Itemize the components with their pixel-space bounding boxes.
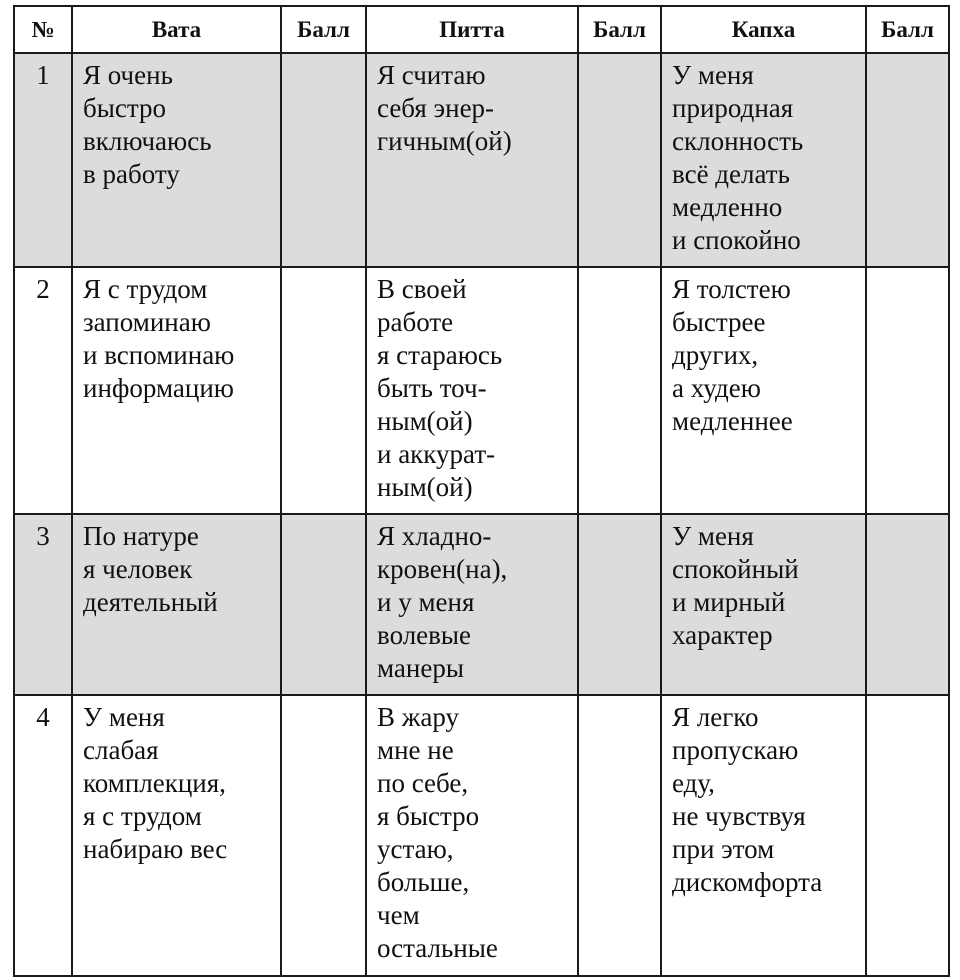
statement-line: а худею: [672, 373, 761, 403]
statement-line: и аккурат-: [377, 439, 496, 469]
statement-line: медленно: [672, 192, 783, 222]
kapha-score-cell[interactable]: [866, 514, 949, 695]
kapha-statement: [661, 267, 866, 514]
statement-line: остальные: [377, 933, 498, 963]
statement-line: Я легко: [672, 702, 759, 732]
vata-score-cell[interactable]: [281, 514, 366, 695]
statement-line: быть точ-: [377, 373, 487, 403]
statement-line: В своей: [377, 274, 467, 304]
kapha-statement: [661, 514, 866, 695]
statement-line: я человек: [83, 554, 193, 584]
statement-line: всё делать: [672, 159, 790, 189]
header-row: [14, 6, 949, 53]
statement-line: я стараюсь: [377, 340, 503, 370]
statement-line: и спокойно: [672, 225, 801, 255]
statement-line: я быстро: [377, 801, 480, 831]
statement-line: запоминаю: [83, 307, 211, 337]
statement-line: спокойный: [672, 554, 799, 584]
kapha-score-cell[interactable]: [866, 53, 949, 267]
statement-line: В жару: [377, 702, 460, 732]
pitta-score-cell[interactable]: [578, 695, 661, 976]
statement-line: Я толстею: [672, 274, 791, 304]
header-score-pitta: Балл: [578, 6, 661, 53]
vata-statement: [72, 695, 281, 976]
statement-line: работе: [377, 307, 454, 337]
statement-line: и вспоминаю: [83, 340, 235, 370]
statement-line: мне не: [377, 735, 454, 765]
kapha-statement: [661, 53, 866, 267]
header-kapha: Капха: [661, 6, 866, 53]
row-number: 2: [14, 267, 72, 514]
statement-line: склонность: [672, 126, 804, 156]
statement-line: Я хладно-: [377, 521, 492, 551]
pitta-statement: [366, 267, 578, 514]
statement-line: У меня: [672, 60, 754, 90]
statement-line: Я с трудом: [83, 274, 208, 304]
vata-statement: [72, 53, 281, 267]
statement-line: дискомфорта: [672, 867, 823, 897]
statement-line: и мирный: [672, 587, 786, 617]
statement-line: включаюсь: [83, 126, 212, 156]
pitta-statement: [366, 695, 578, 976]
statement-line: я с трудом: [83, 801, 202, 831]
statement-line: медленнее: [672, 406, 793, 436]
dosha-questionnaire-sheet: [13, 5, 950, 977]
row-number: 4: [14, 695, 72, 976]
table-row: [14, 53, 949, 267]
statement-line: характер: [672, 620, 773, 650]
vata-score-cell[interactable]: [281, 695, 366, 976]
statement-line: У меня: [83, 702, 165, 732]
statement-line: других,: [672, 340, 759, 370]
pitta-statement: [366, 53, 578, 267]
statement-line: слабая: [83, 735, 159, 765]
statement-line: при этом: [672, 834, 775, 864]
pitta-score-cell[interactable]: [578, 53, 661, 267]
statement-line: и у меня: [377, 587, 475, 617]
header-score-vata: Балл: [281, 6, 366, 53]
statement-line: гичным(ой): [377, 126, 512, 156]
table-row: [14, 267, 949, 514]
statement-line: кровен(на),: [377, 554, 508, 584]
vata-score-cell[interactable]: [281, 267, 366, 514]
statement-line: быстро: [83, 93, 166, 123]
pitta-statement: [366, 514, 578, 695]
statement-line: еду,: [672, 768, 715, 798]
kapha-score-cell[interactable]: [866, 267, 949, 514]
statement-line: Я очень: [83, 60, 173, 90]
header-vata: Вата: [72, 6, 281, 53]
vata-statement: [72, 267, 281, 514]
statement-line: ным(ой): [377, 472, 473, 502]
statement-line: себя энер-: [377, 93, 495, 123]
table-row: [14, 514, 949, 695]
statement-line: пропускаю: [672, 735, 799, 765]
statement-line: комплекция,: [83, 768, 226, 798]
statement-line: У меня: [672, 521, 754, 551]
header-pitta: Питта: [366, 6, 578, 53]
statement-line: набираю вес: [83, 834, 228, 864]
row-number: 3: [14, 514, 72, 695]
kapha-score-cell[interactable]: [866, 695, 949, 976]
pitta-score-cell[interactable]: [578, 267, 661, 514]
vata-score-cell[interactable]: [281, 53, 366, 267]
row-number: 1: [14, 53, 72, 267]
statement-line: быстрее: [672, 307, 766, 337]
statement-line: волевые: [377, 620, 472, 650]
statement-line: устаю,: [377, 834, 454, 864]
statement-line: Я считаю: [377, 60, 486, 90]
statement-line: ным(ой): [377, 406, 473, 436]
statement-line: деятельный: [83, 587, 218, 617]
statement-line: не чувствуя: [672, 801, 806, 831]
vata-statement: [72, 514, 281, 695]
pitta-score-cell[interactable]: [578, 514, 661, 695]
statement-line: больше,: [377, 867, 470, 897]
header-number: №: [14, 6, 72, 53]
dosha-table: [13, 5, 950, 977]
statement-line: манеры: [377, 653, 464, 683]
statement-line: по себе,: [377, 768, 469, 798]
kapha-statement: [661, 695, 866, 976]
table-row: [14, 695, 949, 976]
header-score-kapha: Балл: [866, 6, 949, 53]
statement-line: По натуре: [83, 521, 199, 551]
statement-line: природная: [672, 93, 794, 123]
statement-line: в работу: [83, 159, 180, 189]
statement-line: чем: [377, 900, 420, 930]
statement-line: информацию: [83, 373, 234, 403]
